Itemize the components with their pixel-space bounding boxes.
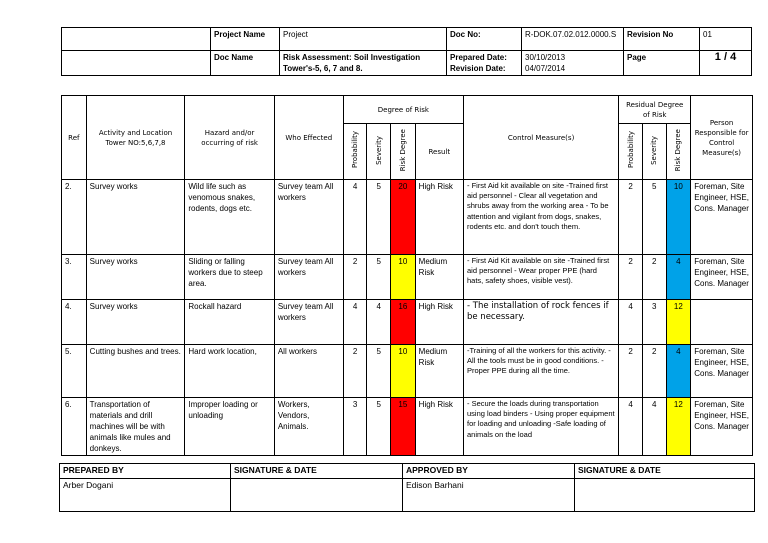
col-probability: Probability <box>343 124 367 180</box>
probability-cell: 2 <box>343 255 367 300</box>
approved-signature-cell <box>575 479 755 512</box>
residual-degree-cell: 10 <box>666 180 691 255</box>
who-cell: Workers, Vendors, Animals. <box>274 398 343 456</box>
col-ref: Ref <box>62 96 87 180</box>
revision-date-value: 04/07/2014 <box>525 64 566 73</box>
residual-probability-cell: 2 <box>619 180 643 255</box>
who-cell: All workers <box>274 345 343 398</box>
probability-cell: 4 <box>343 180 367 255</box>
table-row <box>62 180 753 255</box>
doc-name-label: Doc Name <box>211 51 280 76</box>
header-logo-cell <box>62 28 211 51</box>
doc-name-value: Risk Assessment: Soil Investigation Tower's-5, 6, 7 and 8. <box>280 51 447 76</box>
residual-severity-cell: 2 <box>642 345 666 398</box>
risk-degree-cell: 10 <box>391 345 416 398</box>
col-residual-probability: Probability <box>619 124 643 180</box>
residual-probability-cell: 2 <box>619 345 643 398</box>
severity-cell: 5 <box>367 180 391 255</box>
hazard-cell: Rockall hazard <box>185 300 274 345</box>
activity-cell: Survey works <box>86 255 185 300</box>
result-cell: High Risk <box>415 180 463 255</box>
severity-cell: 5 <box>367 255 391 300</box>
hazard-cell: Sliding or falling workers due to steep area. <box>185 255 274 300</box>
ref-cell: 4. <box>62 300 87 345</box>
prepared-signature-cell <box>231 479 403 512</box>
activity-cell: Survey works <box>86 300 185 345</box>
activity-cell: Transportation of materials and drill machines will be with animals like mules and donkeys. <box>86 398 185 456</box>
ref-cell: 3. <box>62 255 87 300</box>
person-cell <box>691 300 753 345</box>
residual-severity-cell: 5 <box>642 180 666 255</box>
document-header-table <box>61 27 752 76</box>
result-cell: High Risk <box>415 398 463 456</box>
hazard-cell: Wild life such as venomous snakes, rodents, dogs etc. <box>185 180 274 255</box>
approved-by-label: APPROVED BY <box>403 464 575 479</box>
doc-no-label: Doc No: <box>447 28 522 51</box>
project-name-label: Project Name <box>211 28 280 51</box>
risk-degree-cell: 10 <box>391 255 416 300</box>
hazard-cell: Improper loading or unloading <box>185 398 274 456</box>
risk-degree-cell: 15 <box>391 398 416 456</box>
prepared-date-label: Prepared Date: <box>450 53 507 62</box>
col-residual-degree: Residual Degree of Risk <box>619 96 691 124</box>
residual-degree-cell: 4 <box>666 255 691 300</box>
risk-degree-cell: 16 <box>391 300 416 345</box>
table-row <box>62 300 753 345</box>
activity-cell: Survey works <box>86 180 185 255</box>
residual-degree-cell: 4 <box>666 345 691 398</box>
doc-no-value: R-DOK.07.02.012.0000.S <box>522 28 624 51</box>
person-cell: Foreman, Site Engineer, HSE, Cons. Manager <box>691 180 753 255</box>
signature-table <box>59 463 755 512</box>
table-row <box>62 398 753 456</box>
person-cell: Foreman, Site Engineer, HSE, Cons. Manager <box>691 255 753 300</box>
col-control-measures: Control Measure(s) <box>463 96 618 180</box>
result-cell: High Risk <box>415 300 463 345</box>
col-activity: Activity and Location Tower NO:5,6,7,8 <box>86 96 185 180</box>
page-value: 1 / 4 <box>700 51 752 76</box>
person-cell: Foreman, Site Engineer, HSE, Cons. Manager <box>691 398 753 456</box>
who-cell: Survey team All workers <box>274 180 343 255</box>
page-label: Page <box>624 51 700 76</box>
col-person-responsible: Person Responsible for Control Measure(s) <box>691 96 753 180</box>
risk-assessment-table <box>61 95 753 456</box>
hazard-cell: Hard work location, <box>185 345 274 398</box>
residual-severity-cell: 4 <box>642 398 666 456</box>
table-row <box>62 345 753 398</box>
header-blank-cell <box>62 51 211 76</box>
control-cell: - Secure the loads during transportation using load binders - Using proper equipment for loading and unloading -Safe loading of animals on the load <box>463 398 618 456</box>
severity-cell: 4 <box>367 300 391 345</box>
residual-probability-cell: 2 <box>619 255 643 300</box>
table-row <box>62 255 753 300</box>
probability-cell: 2 <box>343 345 367 398</box>
control-cell: - First Aid kit available on site -Trained first aid personnel - Clear all vegetation and shrubs away from the working area - To be attention and vigilant from dogs, snakes, rodents etc. and don't touch them. <box>463 180 618 255</box>
signature-date-label: SIGNATURE & DATE <box>575 464 755 479</box>
signature-date-label: SIGNATURE & DATE <box>231 464 403 479</box>
control-cell: - First Aid Kit available on site -Trained first aid personnel - Wear proper PPE (hard hats, safety shoes, visible vest). <box>463 255 618 300</box>
residual-severity-cell: 3 <box>642 300 666 345</box>
col-residual-risk-degree: Risk Degree <box>666 124 691 180</box>
probability-cell: 3 <box>343 398 367 456</box>
result-cell: Medium Risk <box>415 345 463 398</box>
residual-degree-cell: 12 <box>666 398 691 456</box>
col-result: Result <box>415 124 463 180</box>
prepared-by-name: Arber Dogani <box>60 479 231 512</box>
revision-date-label: Revision Date: <box>450 64 506 73</box>
severity-cell: 5 <box>367 398 391 456</box>
date-labels <box>447 51 522 76</box>
activity-cell: Cutting bushes and trees. <box>86 345 185 398</box>
col-risk-degree: Risk Degree <box>391 124 416 180</box>
risk-degree-cell: 20 <box>391 180 416 255</box>
result-cell: Medium Risk <box>415 255 463 300</box>
col-degree-of-risk: Degree of Risk <box>343 96 463 124</box>
control-cell: - The installation of rock fences if be necessary. <box>463 300 618 345</box>
ref-cell: 2. <box>62 180 87 255</box>
who-cell: Survey team All workers <box>274 255 343 300</box>
col-severity: Severity <box>367 124 391 180</box>
residual-degree-cell: 12 <box>666 300 691 345</box>
person-cell: Foreman, Site Engineer, HSE, Cons. Manager <box>691 345 753 398</box>
residual-severity-cell: 2 <box>642 255 666 300</box>
col-hazard: Hazard and/or occurring of risk <box>185 96 274 180</box>
who-cell: Survey team All workers <box>274 300 343 345</box>
project-name-value: Project <box>280 28 447 51</box>
date-values <box>522 51 624 76</box>
col-who-effected: Who Effected <box>274 96 343 180</box>
ref-cell: 5. <box>62 345 87 398</box>
revision-no-value: 01 <box>700 28 752 51</box>
residual-probability-cell: 4 <box>619 398 643 456</box>
control-cell: -Training of all the workers for this activity. -All the tools must be in good conditions. -Proper PPE during all the time. <box>463 345 618 398</box>
prepared-by-label: PREPARED BY <box>60 464 231 479</box>
revision-no-label: Revision No <box>624 28 700 51</box>
severity-cell: 5 <box>367 345 391 398</box>
prepared-date-value: 30/10/2013 <box>525 53 566 62</box>
ref-cell: 6. <box>62 398 87 456</box>
residual-probability-cell: 4 <box>619 300 643 345</box>
col-residual-severity: Severity <box>642 124 666 180</box>
approved-by-name: Edison Barhani <box>403 479 575 512</box>
probability-cell: 4 <box>343 300 367 345</box>
